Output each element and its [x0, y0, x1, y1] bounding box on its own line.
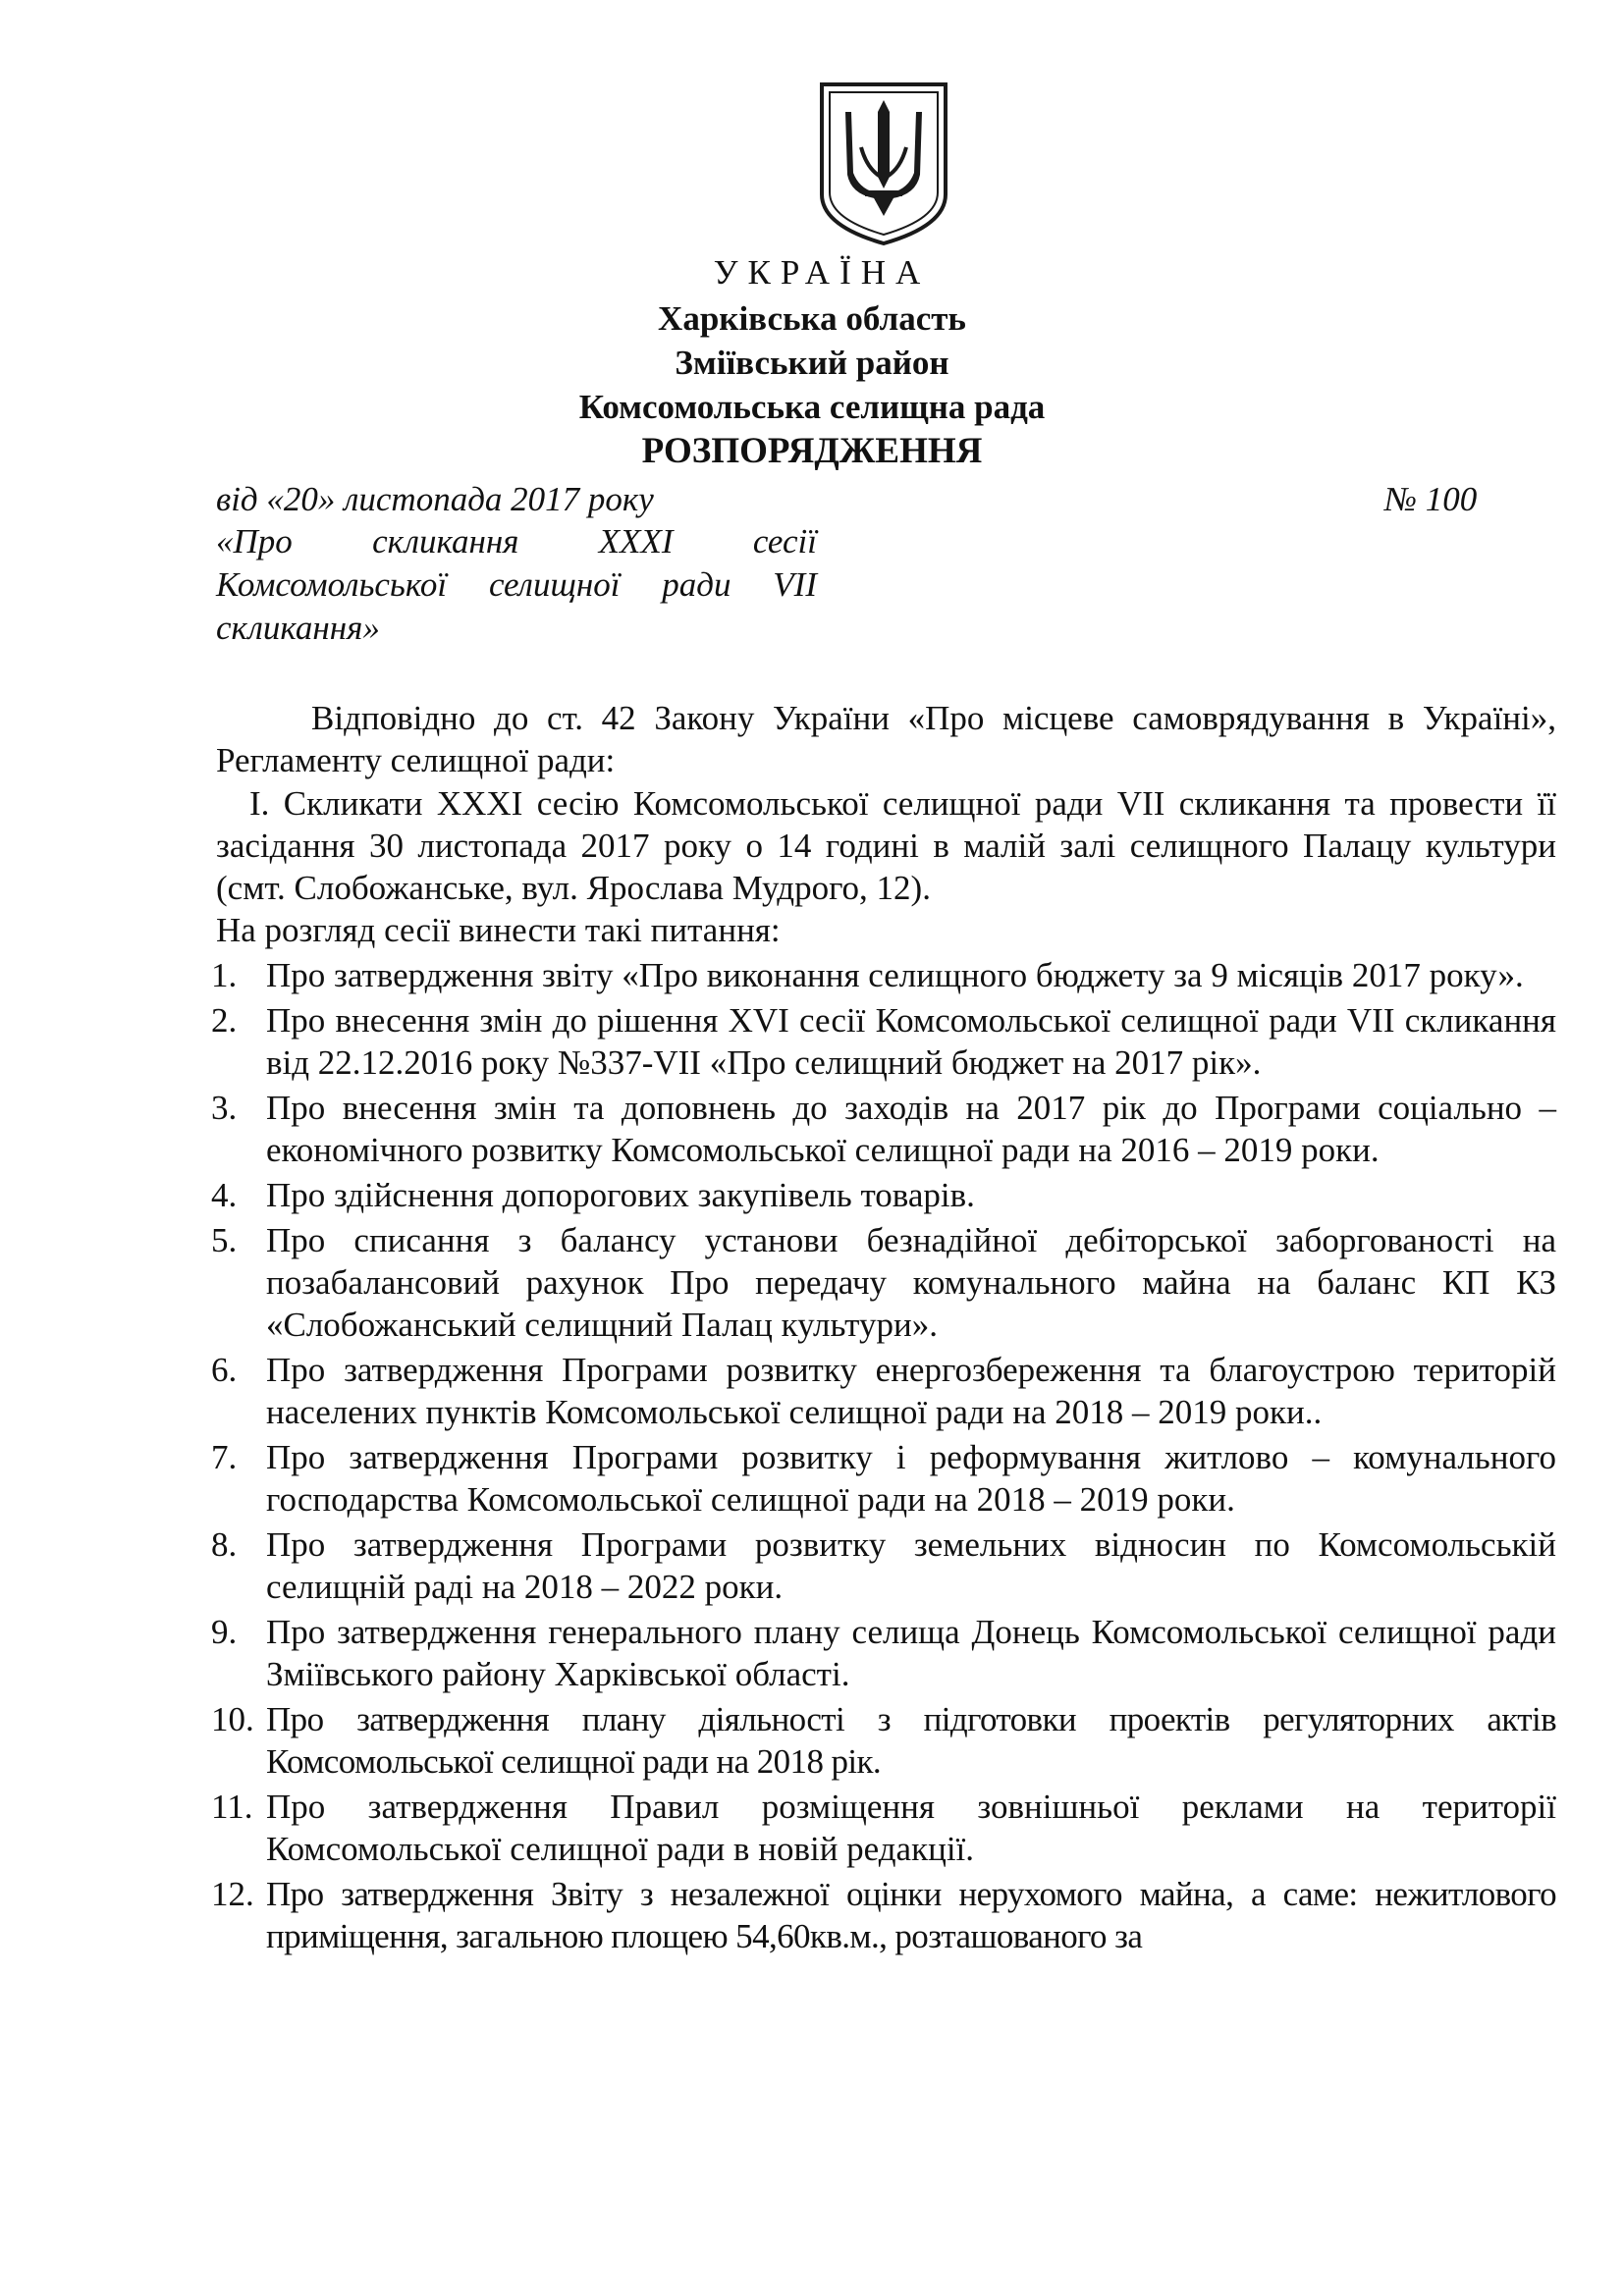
agenda-item-text: Про здійснення допорогових закупівель товарів. — [266, 1176, 975, 1214]
agenda-item-text: Про затвердження звіту «Про виконання селищного бюджету за 9 місяців 2017 року». — [266, 956, 1524, 994]
decision-paragraph: І. Скликати XXXI сесію Комсомольської селищної ради VII скликання та провести її засідання 30 листопада 2017 року о 14 годині в малій залі селищного Палацу культури (смт. Слобожанське, вул. Ярослава Мудрого, 12). — [216, 784, 1556, 907]
agenda-item — [211, 1611, 1556, 1695]
subject-line: Комсомольської селищної ради VII — [216, 565, 817, 604]
agenda-item-text: Про затвердження Програми розвитку енергозбереження та благоустрою територій населених пунктів Комсомольської селищної ради на 2018 – 2019 роки.. — [266, 1351, 1556, 1431]
agenda-item-number: 8. — [211, 1525, 238, 1564]
agenda-item — [211, 1219, 1556, 1346]
intro-paragraph: Відповідно до ст. 42 Закону України «Про місцеве самоврядування в Україні», Регламенту селищної ради: — [216, 699, 1556, 779]
agenda-item — [211, 1349, 1556, 1433]
agenda-item-number: 6. — [211, 1351, 238, 1389]
agenda-item-text: Про внесення змін до рішення XVI сесії Комсомольської селищної ради VII скликання від 22.12.2016 року №337-VII «Про селищний бюджет на 2017 рік». — [266, 1001, 1556, 1082]
agenda-item — [211, 1087, 1556, 1171]
agenda-item-number: 12. — [211, 1875, 254, 1913]
document-subject — [216, 520, 817, 650]
council-name: Комсомольська селищна рада — [578, 388, 1046, 426]
agenda-item-number: 11. — [211, 1788, 253, 1826]
agenda-item — [211, 1873, 1556, 1957]
agenda-item — [211, 954, 1556, 996]
agenda-item-number: 3. — [211, 1089, 238, 1127]
agenda-item-text: Про внесення змін та доповнень до заходів на 2017 рік до Програми соціально – економічного розвитку Комсомольської селищної ради на 2016 – 2019 роки. — [266, 1089, 1556, 1169]
document-type: РОЗПОРЯДЖЕННЯ — [641, 431, 983, 471]
agenda-item — [211, 1523, 1556, 1608]
agenda-item-number: 5. — [211, 1221, 238, 1259]
agenda-item-number: 2. — [211, 1001, 238, 1040]
agenda-item-number: 9. — [211, 1613, 238, 1651]
agenda-item-text: Про затвердження плану діяльності з підготовки проектів регуляторних актів Комсомольської селищної ради на 2018 рік. — [266, 1700, 1556, 1781]
agenda-item-text: Про затвердження Правил розміщення зовнішньої реклами на території Комсомольської селищної ради в новій редакції. — [266, 1788, 1556, 1868]
agenda-item — [211, 1436, 1556, 1521]
agenda-item-text: Про затвердження генерального плану селища Донець Комсомольської селищної ради Зміївського району Харківської області. — [266, 1613, 1556, 1693]
document-number: № 100 — [1384, 480, 1478, 518]
document-date: від «20» листопада 2017 року — [216, 480, 654, 518]
agenda-list — [211, 954, 1556, 1960]
agenda-item — [211, 1698, 1556, 1783]
agenda-intro: На розгляд сесії винести такі питання: — [216, 911, 781, 949]
agenda-item-number: 7. — [211, 1438, 238, 1476]
agenda-item-number: 4. — [211, 1176, 238, 1214]
agenda-item-text: Про затвердження Звіту з незалежної оцінки нерухомого майна, а саме: нежитлового приміщення, загальною площею 54,60кв.м., розташованого за — [266, 1875, 1556, 1955]
agenda-item-text: Про затвердження Програми розвитку і реформування житлово – комунального господарства Комсомольської селищної ради на 2018 – 2019 роки. — [266, 1438, 1556, 1519]
subject-line: скликання» — [216, 609, 380, 647]
agenda-item-text: Про списання з балансу установи безнадійної дебіторської заборгованості на позабалансовий рахунок Про передачу комунального майна на баланс КП КЗ «Слобожанський селищний Палац культури». — [266, 1221, 1556, 1344]
agenda-item-number: 10. — [211, 1700, 254, 1738]
country-name: УКРАЇНА — [713, 253, 931, 292]
subject-line: «Про скликання XXXI сесії — [216, 522, 817, 561]
raion-name: Зміївський район — [675, 344, 949, 382]
agenda-item-text: Про затвердження Програми розвитку земельних відносин по Комсомольській селищній раді на 2018 – 2022 роки. — [266, 1525, 1556, 1606]
agenda-item — [211, 999, 1556, 1084]
agenda-item — [211, 1786, 1556, 1870]
agenda-item — [211, 1174, 1556, 1216]
agenda-item-number: 1. — [211, 956, 238, 994]
oblast-name: Харківська область — [658, 299, 966, 338]
coat-of-arms-icon — [816, 79, 951, 247]
